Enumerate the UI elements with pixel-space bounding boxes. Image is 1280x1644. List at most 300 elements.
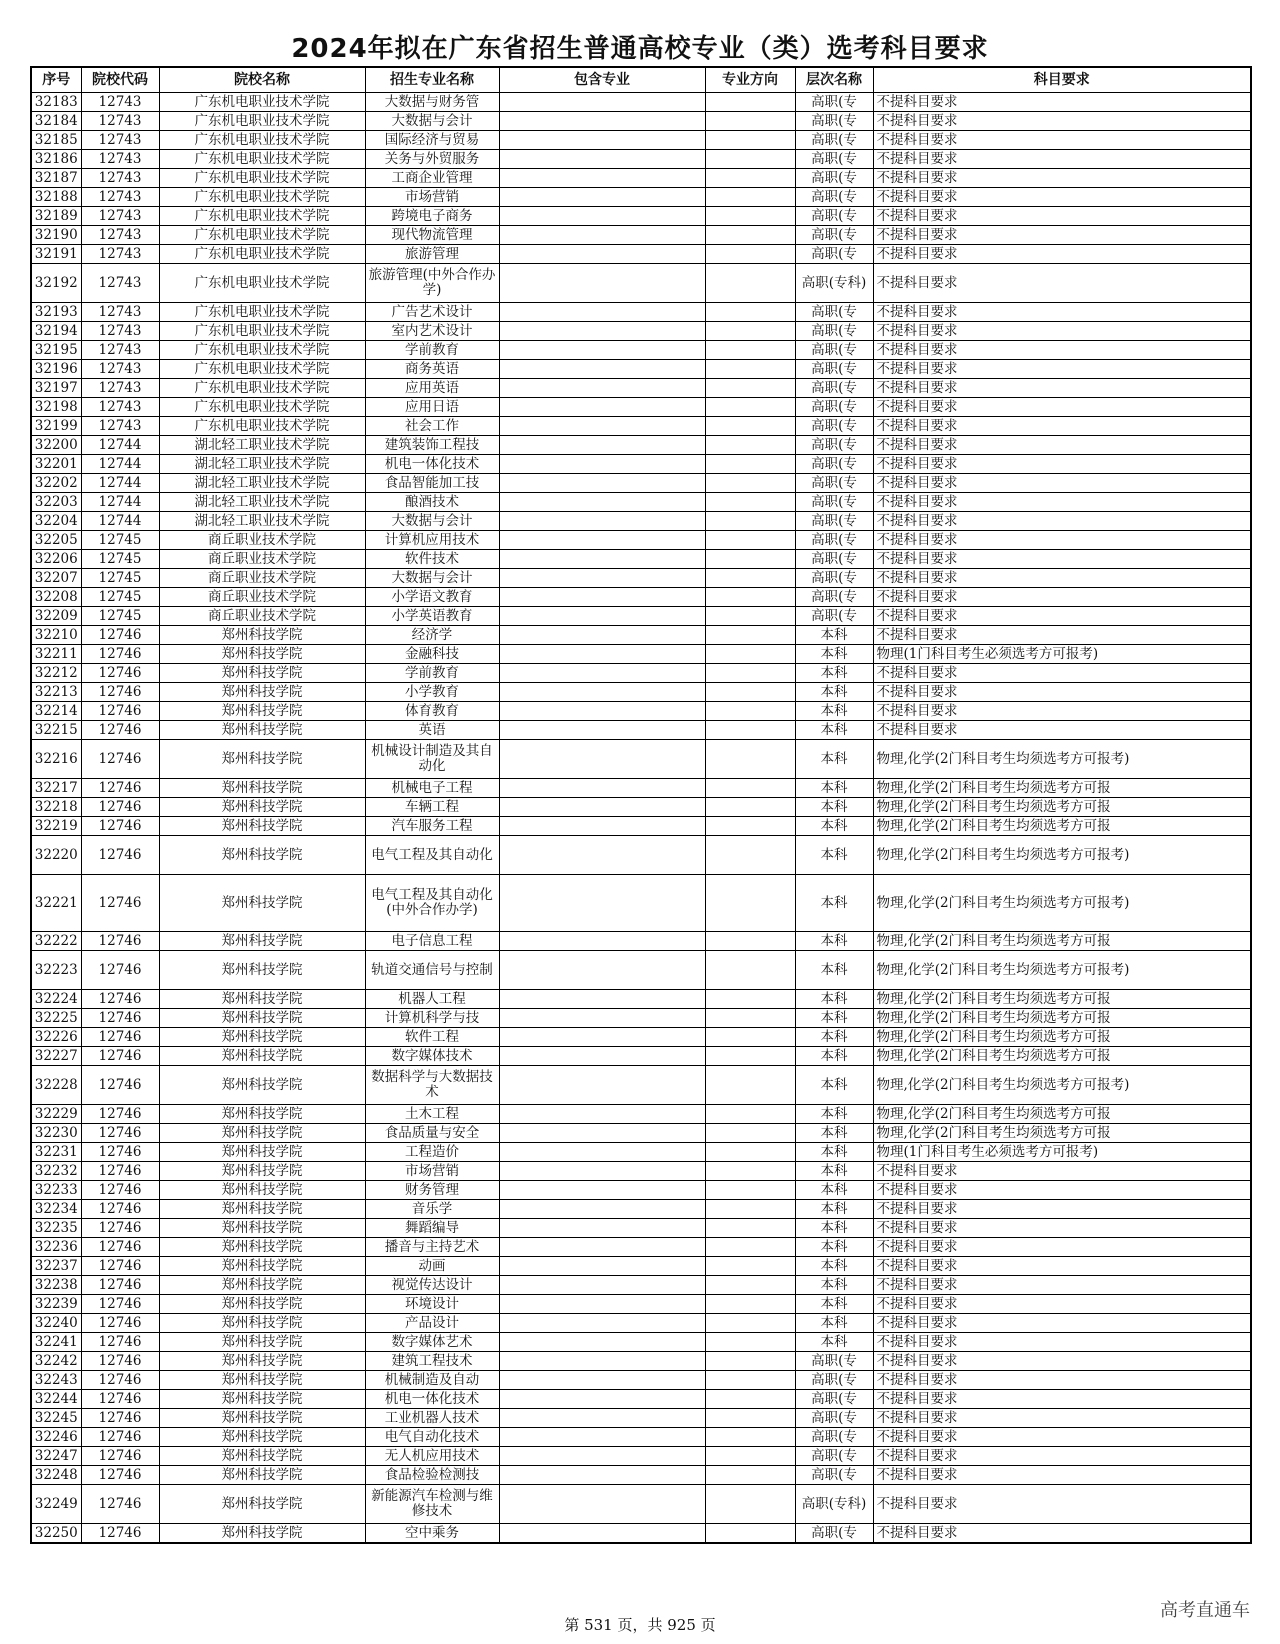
col-header-school-name: 院校名称: [159, 67, 365, 93]
cell-index: 32204: [31, 512, 81, 531]
cell-school-code: 12746: [81, 1428, 159, 1447]
cell-major-name: 大数据与会计: [365, 112, 499, 131]
cell-included-majors: [499, 474, 705, 493]
cell-subject-requirement: 物理,化学(2门科目考生均须选考方可报考): [873, 740, 1251, 779]
cell-major-direction: [705, 512, 795, 531]
table-body: [31, 93, 1251, 1544]
cell-index: 32250: [31, 1524, 81, 1544]
cell-subject-requirement: 不提科目要求: [873, 664, 1251, 683]
cell-level: 高职(专: [795, 341, 873, 360]
cell-major-name: 土木工程: [365, 1105, 499, 1124]
cell-major-direction: [705, 1009, 795, 1028]
cell-level: 本科: [795, 1200, 873, 1219]
cell-school-code: 12746: [81, 1524, 159, 1544]
cell-level: 高职(专: [795, 303, 873, 322]
cell-index: 32246: [31, 1428, 81, 1447]
cell-subject-requirement: 不提科目要求: [873, 1485, 1251, 1524]
table-row: [31, 569, 1251, 588]
cell-included-majors: [499, 1200, 705, 1219]
cell-major-name: 电气自动化技术: [365, 1428, 499, 1447]
cell-subject-requirement: 不提科目要求: [873, 1447, 1251, 1466]
cell-subject-requirement: 不提科目要求: [873, 1524, 1251, 1544]
cell-school-name: 广东机电职业技术学院: [159, 226, 365, 245]
subject-requirements-table: [30, 66, 1252, 1544]
cell-major-direction: [705, 322, 795, 341]
cell-major-direction: [705, 1428, 795, 1447]
cell-included-majors: [499, 1390, 705, 1409]
cell-school-name: 郑州科技学院: [159, 1162, 365, 1181]
cell-subject-requirement: 不提科目要求: [873, 1352, 1251, 1371]
cell-level: 高职(专: [795, 398, 873, 417]
cell-included-majors: [499, 245, 705, 264]
cell-level: 本科: [795, 1257, 873, 1276]
cell-school-code: 12746: [81, 1466, 159, 1485]
cell-level: 高职(专: [795, 226, 873, 245]
cell-major-name: 数字媒体技术: [365, 1047, 499, 1066]
cell-index: 32221: [31, 875, 81, 932]
cell-school-code: 12743: [81, 322, 159, 341]
cell-major-name: 动画: [365, 1257, 499, 1276]
cell-school-code: 12745: [81, 607, 159, 626]
cell-included-majors: [499, 588, 705, 607]
col-header-major-name: 招生专业名称: [365, 67, 499, 93]
cell-subject-requirement: 不提科目要求: [873, 1466, 1251, 1485]
cell-included-majors: [499, 207, 705, 226]
cell-index: 32244: [31, 1390, 81, 1409]
cell-index: 32206: [31, 550, 81, 569]
cell-subject-requirement: 不提科目要求: [873, 303, 1251, 322]
cell-major-name: 英语: [365, 721, 499, 740]
cell-major-direction: [705, 1390, 795, 1409]
cell-subject-requirement: 物理,化学(2门科目考生均须选考方可报: [873, 1028, 1251, 1047]
cell-school-code: 12744: [81, 512, 159, 531]
table-row: [31, 341, 1251, 360]
cell-school-name: 郑州科技学院: [159, 1428, 365, 1447]
cell-school-code: 12743: [81, 188, 159, 207]
table-row: [31, 379, 1251, 398]
cell-school-code: 12746: [81, 721, 159, 740]
cell-major-direction: [705, 1352, 795, 1371]
cell-subject-requirement: 不提科目要求: [873, 322, 1251, 341]
table-row: [31, 626, 1251, 645]
cell-major-name: 车辆工程: [365, 798, 499, 817]
cell-included-majors: [499, 990, 705, 1009]
cell-level: 高职(专: [795, 1428, 873, 1447]
cell-subject-requirement: 不提科目要求: [873, 226, 1251, 245]
cell-school-name: 广东机电职业技术学院: [159, 398, 365, 417]
table-row: [31, 1009, 1251, 1028]
cell-included-majors: [499, 1524, 705, 1544]
cell-subject-requirement: 不提科目要求: [873, 1181, 1251, 1200]
cell-major-direction: [705, 1162, 795, 1181]
cell-major-direction: [705, 626, 795, 645]
cell-subject-requirement: 不提科目要求: [873, 436, 1251, 455]
cell-subject-requirement: 不提科目要求: [873, 683, 1251, 702]
cell-school-code: 12746: [81, 1352, 159, 1371]
cell-included-majors: [499, 379, 705, 398]
cell-index: 32193: [31, 303, 81, 322]
brand-watermark: 高考直通车: [1160, 1600, 1250, 1621]
cell-index: 32211: [31, 645, 81, 664]
cell-level: 本科: [795, 645, 873, 664]
cell-included-majors: [499, 169, 705, 188]
cell-index: 32242: [31, 1352, 81, 1371]
cell-major-name: 机械制造及自动: [365, 1371, 499, 1390]
table-row: [31, 645, 1251, 664]
cell-major-direction: [705, 264, 795, 303]
cell-index: 32243: [31, 1371, 81, 1390]
cell-major-direction: [705, 1219, 795, 1238]
cell-major-name: 金融科技: [365, 645, 499, 664]
cell-included-majors: [499, 1295, 705, 1314]
table-row: [31, 1295, 1251, 1314]
cell-school-code: 12746: [81, 1028, 159, 1047]
cell-major-name: 广告艺术设计: [365, 303, 499, 322]
cell-subject-requirement: 不提科目要求: [873, 169, 1251, 188]
cell-level: 本科: [795, 1219, 873, 1238]
cell-major-direction: [705, 1105, 795, 1124]
cell-included-majors: [499, 1105, 705, 1124]
cell-included-majors: [499, 683, 705, 702]
cell-level: 高职(专: [795, 493, 873, 512]
cell-school-name: 广东机电职业技术学院: [159, 150, 365, 169]
cell-level: 本科: [795, 1333, 873, 1352]
cell-subject-requirement: 不提科目要求: [873, 1333, 1251, 1352]
cell-level: 高职(专: [795, 436, 873, 455]
cell-school-name: 郑州科技学院: [159, 1390, 365, 1409]
cell-level: 高职(专: [795, 474, 873, 493]
cell-level: 高职(专: [795, 1466, 873, 1485]
cell-school-code: 12746: [81, 1219, 159, 1238]
cell-school-code: 12744: [81, 474, 159, 493]
cell-school-name: 广东机电职业技术学院: [159, 207, 365, 226]
cell-level: 本科: [795, 702, 873, 721]
cell-level: 高职(专: [795, 322, 873, 341]
cell-index: 32205: [31, 531, 81, 550]
cell-school-code: 12746: [81, 817, 159, 836]
cell-school-name: 广东机电职业技术学院: [159, 169, 365, 188]
cell-school-code: 12745: [81, 569, 159, 588]
cell-level: 本科: [795, 1028, 873, 1047]
cell-major-direction: [705, 112, 795, 131]
cell-major-name: 国际经济与贸易: [365, 131, 499, 150]
cell-included-majors: [499, 455, 705, 474]
cell-subject-requirement: 不提科目要求: [873, 1428, 1251, 1447]
cell-subject-requirement: 不提科目要求: [873, 93, 1251, 112]
cell-school-name: 郑州科技学院: [159, 1200, 365, 1219]
cell-major-direction: [705, 1524, 795, 1544]
cell-major-name: 室内艺术设计: [365, 322, 499, 341]
table-row: [31, 817, 1251, 836]
cell-major-name: 应用日语: [365, 398, 499, 417]
cell-subject-requirement: 不提科目要求: [873, 1295, 1251, 1314]
cell-subject-requirement: 不提科目要求: [873, 1314, 1251, 1333]
cell-school-name: 郑州科技学院: [159, 1409, 365, 1428]
cell-school-code: 12746: [81, 798, 159, 817]
cell-school-code: 12746: [81, 1371, 159, 1390]
cell-major-name: 关务与外贸服务: [365, 150, 499, 169]
cell-major-name: 舞蹈编导: [365, 1219, 499, 1238]
cell-school-code: 12743: [81, 169, 159, 188]
cell-subject-requirement: 不提科目要求: [873, 207, 1251, 226]
cell-major-name: 空中乘务: [365, 1524, 499, 1544]
cell-school-code: 12746: [81, 645, 159, 664]
table-row: [31, 721, 1251, 740]
cell-major-direction: [705, 1257, 795, 1276]
cell-major-name: 音乐学: [365, 1200, 499, 1219]
table-row: [31, 1524, 1251, 1544]
cell-school-name: 郑州科技学院: [159, 1009, 365, 1028]
cell-level: 本科: [795, 1276, 873, 1295]
cell-school-name: 郑州科技学院: [159, 1066, 365, 1105]
cell-included-majors: [499, 93, 705, 112]
table-row: [31, 1066, 1251, 1105]
cell-subject-requirement: 不提科目要求: [873, 1371, 1251, 1390]
cell-major-direction: [705, 1066, 795, 1105]
cell-level: 本科: [795, 779, 873, 798]
cell-school-name: 广东机电职业技术学院: [159, 360, 365, 379]
cell-subject-requirement: 不提科目要求: [873, 474, 1251, 493]
cell-index: 32226: [31, 1028, 81, 1047]
cell-school-name: 广东机电职业技术学院: [159, 245, 365, 264]
cell-subject-requirement: 不提科目要求: [873, 1219, 1251, 1238]
cell-index: 32199: [31, 417, 81, 436]
cell-index: 32212: [31, 664, 81, 683]
cell-school-name: 广东机电职业技术学院: [159, 188, 365, 207]
cell-major-direction: [705, 1143, 795, 1162]
cell-school-name: 郑州科技学院: [159, 951, 365, 990]
cell-school-code: 12746: [81, 836, 159, 875]
cell-school-code: 12743: [81, 112, 159, 131]
cell-school-name: 郑州科技学院: [159, 1466, 365, 1485]
cell-major-name: 新能源汽车检测与维修技术: [365, 1485, 499, 1524]
cell-included-majors: [499, 1485, 705, 1524]
cell-major-name: 电气工程及其自动化: [365, 836, 499, 875]
cell-included-majors: [499, 550, 705, 569]
cell-school-name: 商丘职业技术学院: [159, 531, 365, 550]
cell-index: 32220: [31, 836, 81, 875]
table-row: [31, 702, 1251, 721]
cell-major-name: 建筑装饰工程技: [365, 436, 499, 455]
cell-major-name: 计算机科学与技: [365, 1009, 499, 1028]
cell-major-direction: [705, 360, 795, 379]
cell-school-code: 12743: [81, 207, 159, 226]
cell-index: 32224: [31, 990, 81, 1009]
cell-major-direction: [705, 493, 795, 512]
cell-included-majors: [499, 112, 705, 131]
cell-subject-requirement: 不提科目要求: [873, 398, 1251, 417]
cell-school-name: 郑州科技学院: [159, 1181, 365, 1200]
cell-major-name: 机械电子工程: [365, 779, 499, 798]
cell-major-direction: [705, 226, 795, 245]
cell-level: 本科: [795, 1162, 873, 1181]
cell-index: 32200: [31, 436, 81, 455]
cell-included-majors: [499, 569, 705, 588]
cell-school-code: 12746: [81, 1390, 159, 1409]
cell-major-name: 财务管理: [365, 1181, 499, 1200]
cell-index: 32229: [31, 1105, 81, 1124]
cell-index: 32245: [31, 1409, 81, 1428]
cell-school-code: 12746: [81, 1200, 159, 1219]
cell-index: 32213: [31, 683, 81, 702]
cell-subject-requirement: 不提科目要求: [873, 341, 1251, 360]
cell-included-majors: [499, 1181, 705, 1200]
cell-level: 本科: [795, 990, 873, 1009]
cell-index: 32238: [31, 1276, 81, 1295]
cell-major-name: 旅游管理: [365, 245, 499, 264]
cell-index: 32219: [31, 817, 81, 836]
cell-subject-requirement: 不提科目要求: [873, 721, 1251, 740]
cell-school-code: 12746: [81, 1485, 159, 1524]
cell-index: 32227: [31, 1047, 81, 1066]
col-header-index: 序号: [31, 67, 81, 93]
cell-school-code: 12743: [81, 379, 159, 398]
cell-school-code: 12744: [81, 493, 159, 512]
cell-included-majors: [499, 817, 705, 836]
cell-level: 本科: [795, 1124, 873, 1143]
cell-major-direction: [705, 1295, 795, 1314]
cell-level: 本科: [795, 721, 873, 740]
cell-school-name: 广东机电职业技术学院: [159, 131, 365, 150]
cell-included-majors: [499, 1333, 705, 1352]
table-row: [31, 990, 1251, 1009]
cell-school-name: 湖北轻工职业技术学院: [159, 474, 365, 493]
table-row: [31, 1466, 1251, 1485]
table-row: [31, 1428, 1251, 1447]
table-row: [31, 264, 1251, 303]
cell-school-code: 12746: [81, 1124, 159, 1143]
cell-school-name: 郑州科技学院: [159, 779, 365, 798]
cell-index: 32202: [31, 474, 81, 493]
cell-index: 32217: [31, 779, 81, 798]
cell-school-code: 12746: [81, 951, 159, 990]
cell-major-direction: [705, 550, 795, 569]
cell-index: 32194: [31, 322, 81, 341]
cell-major-name: 小学教育: [365, 683, 499, 702]
cell-subject-requirement: 不提科目要求: [873, 245, 1251, 264]
cell-included-majors: [499, 740, 705, 779]
table-row: [31, 512, 1251, 531]
cell-school-code: 12743: [81, 417, 159, 436]
cell-index: 32191: [31, 245, 81, 264]
cell-school-name: 郑州科技学院: [159, 798, 365, 817]
cell-school-code: 12743: [81, 245, 159, 264]
cell-major-name: 食品质量与安全: [365, 1124, 499, 1143]
cell-index: 32215: [31, 721, 81, 740]
cell-school-code: 12743: [81, 150, 159, 169]
cell-major-name: 计算机应用技术: [365, 531, 499, 550]
cell-subject-requirement: 不提科目要求: [873, 702, 1251, 721]
cell-level: 本科: [795, 683, 873, 702]
cell-subject-requirement: 不提科目要求: [873, 531, 1251, 550]
cell-major-direction: [705, 588, 795, 607]
cell-level: 高职(专: [795, 1447, 873, 1466]
cell-major-direction: [705, 1238, 795, 1257]
table-row: [31, 550, 1251, 569]
cell-major-name: 产品设计: [365, 1314, 499, 1333]
table-row: [31, 207, 1251, 226]
table-row: [31, 1276, 1251, 1295]
cell-included-majors: [499, 1257, 705, 1276]
cell-school-name: 郑州科技学院: [159, 1105, 365, 1124]
col-header-subject-requirement: 科目要求: [873, 67, 1251, 93]
table-row: [31, 531, 1251, 550]
cell-included-majors: [499, 150, 705, 169]
cell-major-direction: [705, 779, 795, 798]
table-row: [31, 1390, 1251, 1409]
cell-major-direction: [705, 531, 795, 550]
cell-included-majors: [499, 1143, 705, 1162]
cell-included-majors: [499, 360, 705, 379]
cell-major-name: 市场营销: [365, 1162, 499, 1181]
page-footer: 第 531 页，共 925 页: [564, 1616, 716, 1634]
cell-level: 高职(专: [795, 550, 873, 569]
cell-index: 32186: [31, 150, 81, 169]
cell-included-majors: [499, 664, 705, 683]
cell-included-majors: [499, 1028, 705, 1047]
cell-school-code: 12746: [81, 1257, 159, 1276]
cell-school-code: 12743: [81, 264, 159, 303]
cell-index: 32241: [31, 1333, 81, 1352]
cell-major-name: 播音与主持艺术: [365, 1238, 499, 1257]
cell-included-majors: [499, 1219, 705, 1238]
cell-level: 高职(专: [795, 607, 873, 626]
cell-index: 32230: [31, 1124, 81, 1143]
cell-index: 32187: [31, 169, 81, 188]
cell-index: 32207: [31, 569, 81, 588]
cell-school-code: 12744: [81, 455, 159, 474]
cell-included-majors: [499, 702, 705, 721]
table-row: [31, 1028, 1251, 1047]
cell-level: 高职(专: [795, 417, 873, 436]
cell-subject-requirement: 不提科目要求: [873, 112, 1251, 131]
cell-school-code: 12746: [81, 1333, 159, 1352]
table-row: [31, 436, 1251, 455]
cell-major-direction: [705, 740, 795, 779]
cell-included-majors: [499, 131, 705, 150]
cell-subject-requirement: 不提科目要求: [873, 1409, 1251, 1428]
cell-subject-requirement: 物理,化学(2门科目考生均须选考方可报: [873, 779, 1251, 798]
cell-included-majors: [499, 1047, 705, 1066]
col-header-major-direction: 专业方向: [705, 67, 795, 93]
cell-school-name: 郑州科技学院: [159, 1447, 365, 1466]
cell-index: 32188: [31, 188, 81, 207]
cell-school-code: 12743: [81, 341, 159, 360]
cell-school-name: 郑州科技学院: [159, 1314, 365, 1333]
cell-school-name: 广东机电职业技术学院: [159, 417, 365, 436]
col-header-school-code: 院校代码: [81, 67, 159, 93]
cell-subject-requirement: 不提科目要求: [873, 626, 1251, 645]
cell-major-name: 食品智能加工技: [365, 474, 499, 493]
cell-major-direction: [705, 207, 795, 226]
cell-school-name: 郑州科技学院: [159, 1295, 365, 1314]
cell-major-direction: [705, 683, 795, 702]
cell-school-name: 湖北轻工职业技术学院: [159, 436, 365, 455]
cell-included-majors: [499, 1466, 705, 1485]
table-row: [31, 1257, 1251, 1276]
cell-major-direction: [705, 93, 795, 112]
cell-major-name: 体育教育: [365, 702, 499, 721]
cell-school-name: 郑州科技学院: [159, 1238, 365, 1257]
cell-school-name: 郑州科技学院: [159, 702, 365, 721]
cell-major-name: 工业机器人技术: [365, 1409, 499, 1428]
cell-included-majors: [499, 226, 705, 245]
cell-included-majors: [499, 645, 705, 664]
cell-school-name: 郑州科技学院: [159, 875, 365, 932]
cell-level: 高职(专: [795, 455, 873, 474]
cell-major-direction: [705, 702, 795, 721]
cell-level: 高职(专: [795, 512, 873, 531]
